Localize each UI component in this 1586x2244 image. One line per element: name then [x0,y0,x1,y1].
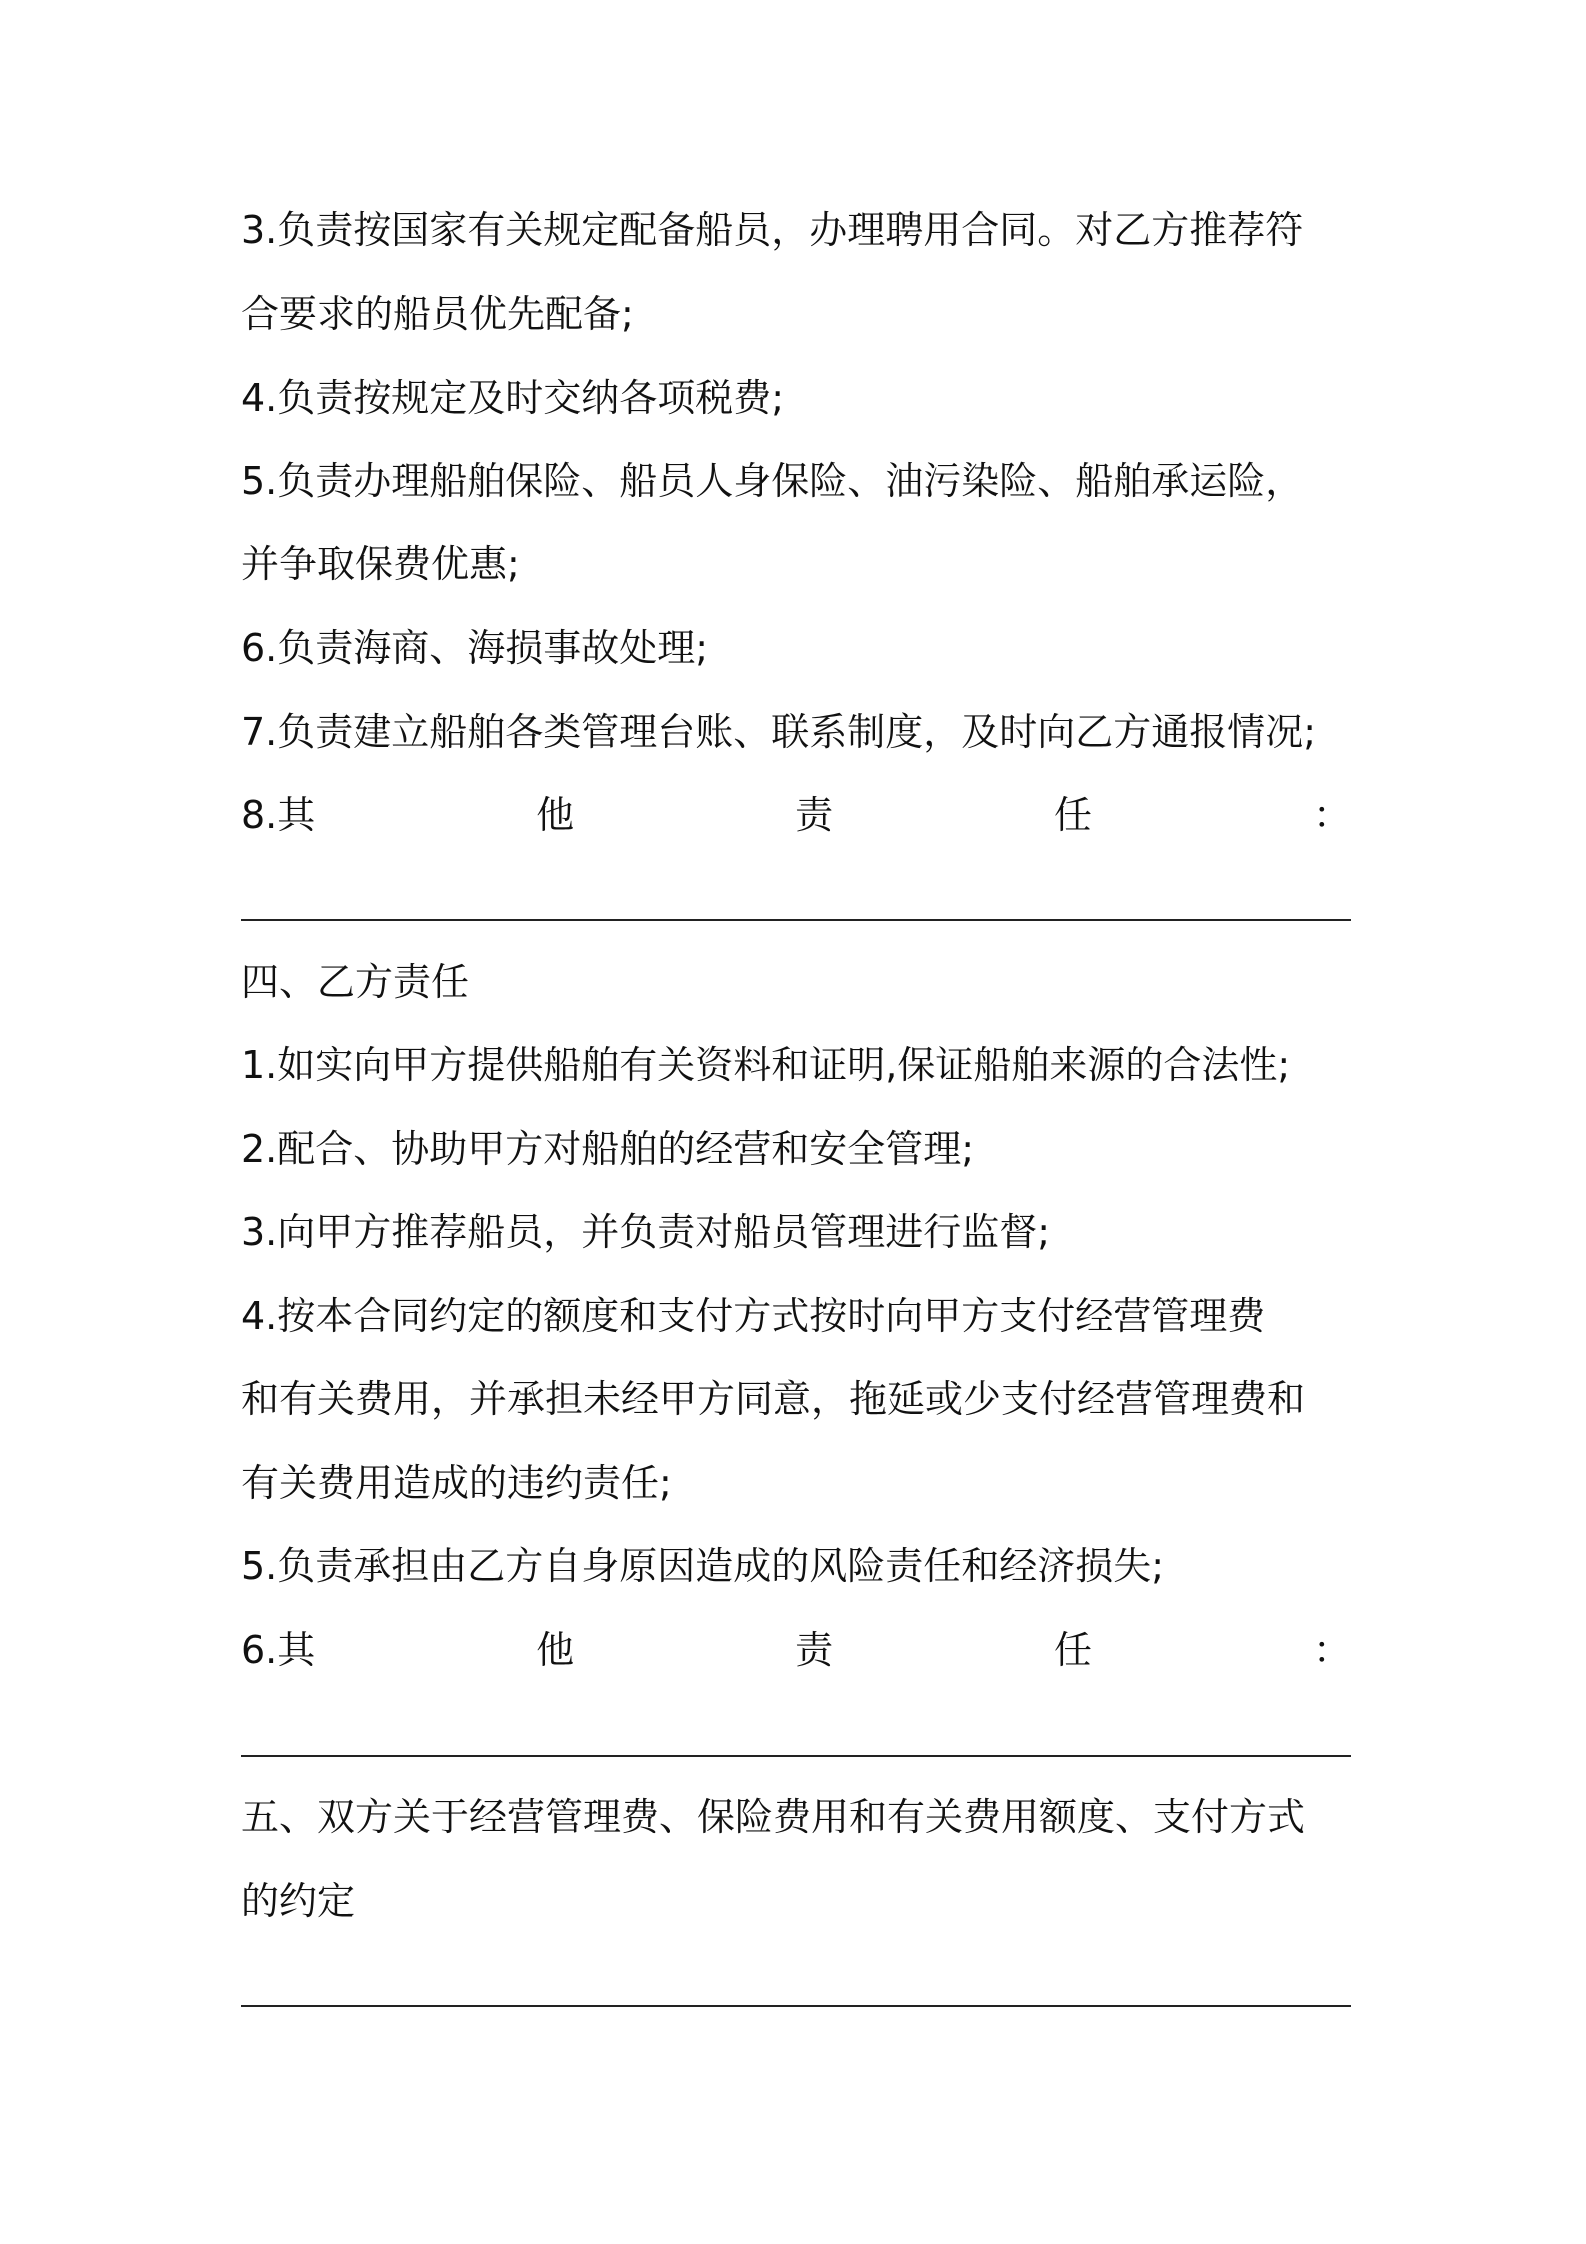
other-duty-part: 他 [536,1628,575,1672]
other-duty-part: 他 [536,793,575,837]
party-a-duty-4: 4.负责按规定及时交纳各项税费; [241,376,785,420]
party-a-duty-5-line1: 5.负责办理船舶保险、船员人身保险、油污染险、船舶承运险， [241,459,1304,503]
party-b-duty-1: 1.如实向甲方提供船舶有关资料和证明,保证船舶来源的合法性; [241,1043,1291,1087]
party-a-duty-5-line2: 并争取保费优惠; [241,542,520,586]
party-b-duty-4-line1: 4.按本合同约定的额度和支付方式按时向甲方支付经营管理费 [241,1294,1266,1338]
section-heading-party-b: 四、乙方责任 [241,960,470,1004]
other-duty-part: 任 [1054,793,1093,837]
other-duty-part: 6.其 [241,1628,316,1672]
other-duty-part: ： [1312,1628,1351,1672]
blank-fill-line [241,1755,1351,1757]
other-duty-part: 责 [795,793,834,837]
section-heading-fees-line2: 的约定 [241,1879,356,1923]
party-a-duty-6: 6.负责海商、海损事故处理; [241,626,709,670]
party-a-duty-7: 7.负责建立船舶各类管理台账、联系制度，及时向乙方通报情况; [241,710,1317,754]
party-b-duty-3: 3.向甲方推荐船员，并负责对船员管理进行监督; [241,1210,1051,1254]
party-a-duty-3-line2: 合要求的船员优先配备; [241,292,634,336]
blank-fill-line [241,919,1351,921]
party-b-duty-4-line3: 有关费用造成的违约责任; [241,1461,672,1505]
other-duty-part: 任 [1054,1628,1093,1672]
party-b-duty-2: 2.配合、协助甲方对船舶的经营和安全管理; [241,1127,975,1171]
other-duty-part: 8.其 [241,793,316,837]
party-b-duty-4-line2: 和有关费用，并承担未经甲方同意，拖延或少支付经营管理费和 [241,1377,1306,1421]
party-a-other-duty [241,790,1351,840]
other-duty-part: 责 [795,1628,834,1672]
party-a-duty-3-line1: 3.负责按国家有关规定配备船员，办理聘用合同。对乙方推荐符 [241,208,1304,252]
party-b-duty-5: 5.负责承担由乙方自身原因造成的风险责任和经济损失; [241,1544,1165,1588]
party-b-other-duty [241,1625,1351,1675]
blank-fill-line [241,2005,1351,2007]
section-heading-fees-line1: 五、双方关于经营管理费、保险费用和有关费用额度、支付方式 [241,1795,1306,1839]
other-duty-part: ： [1312,793,1351,837]
